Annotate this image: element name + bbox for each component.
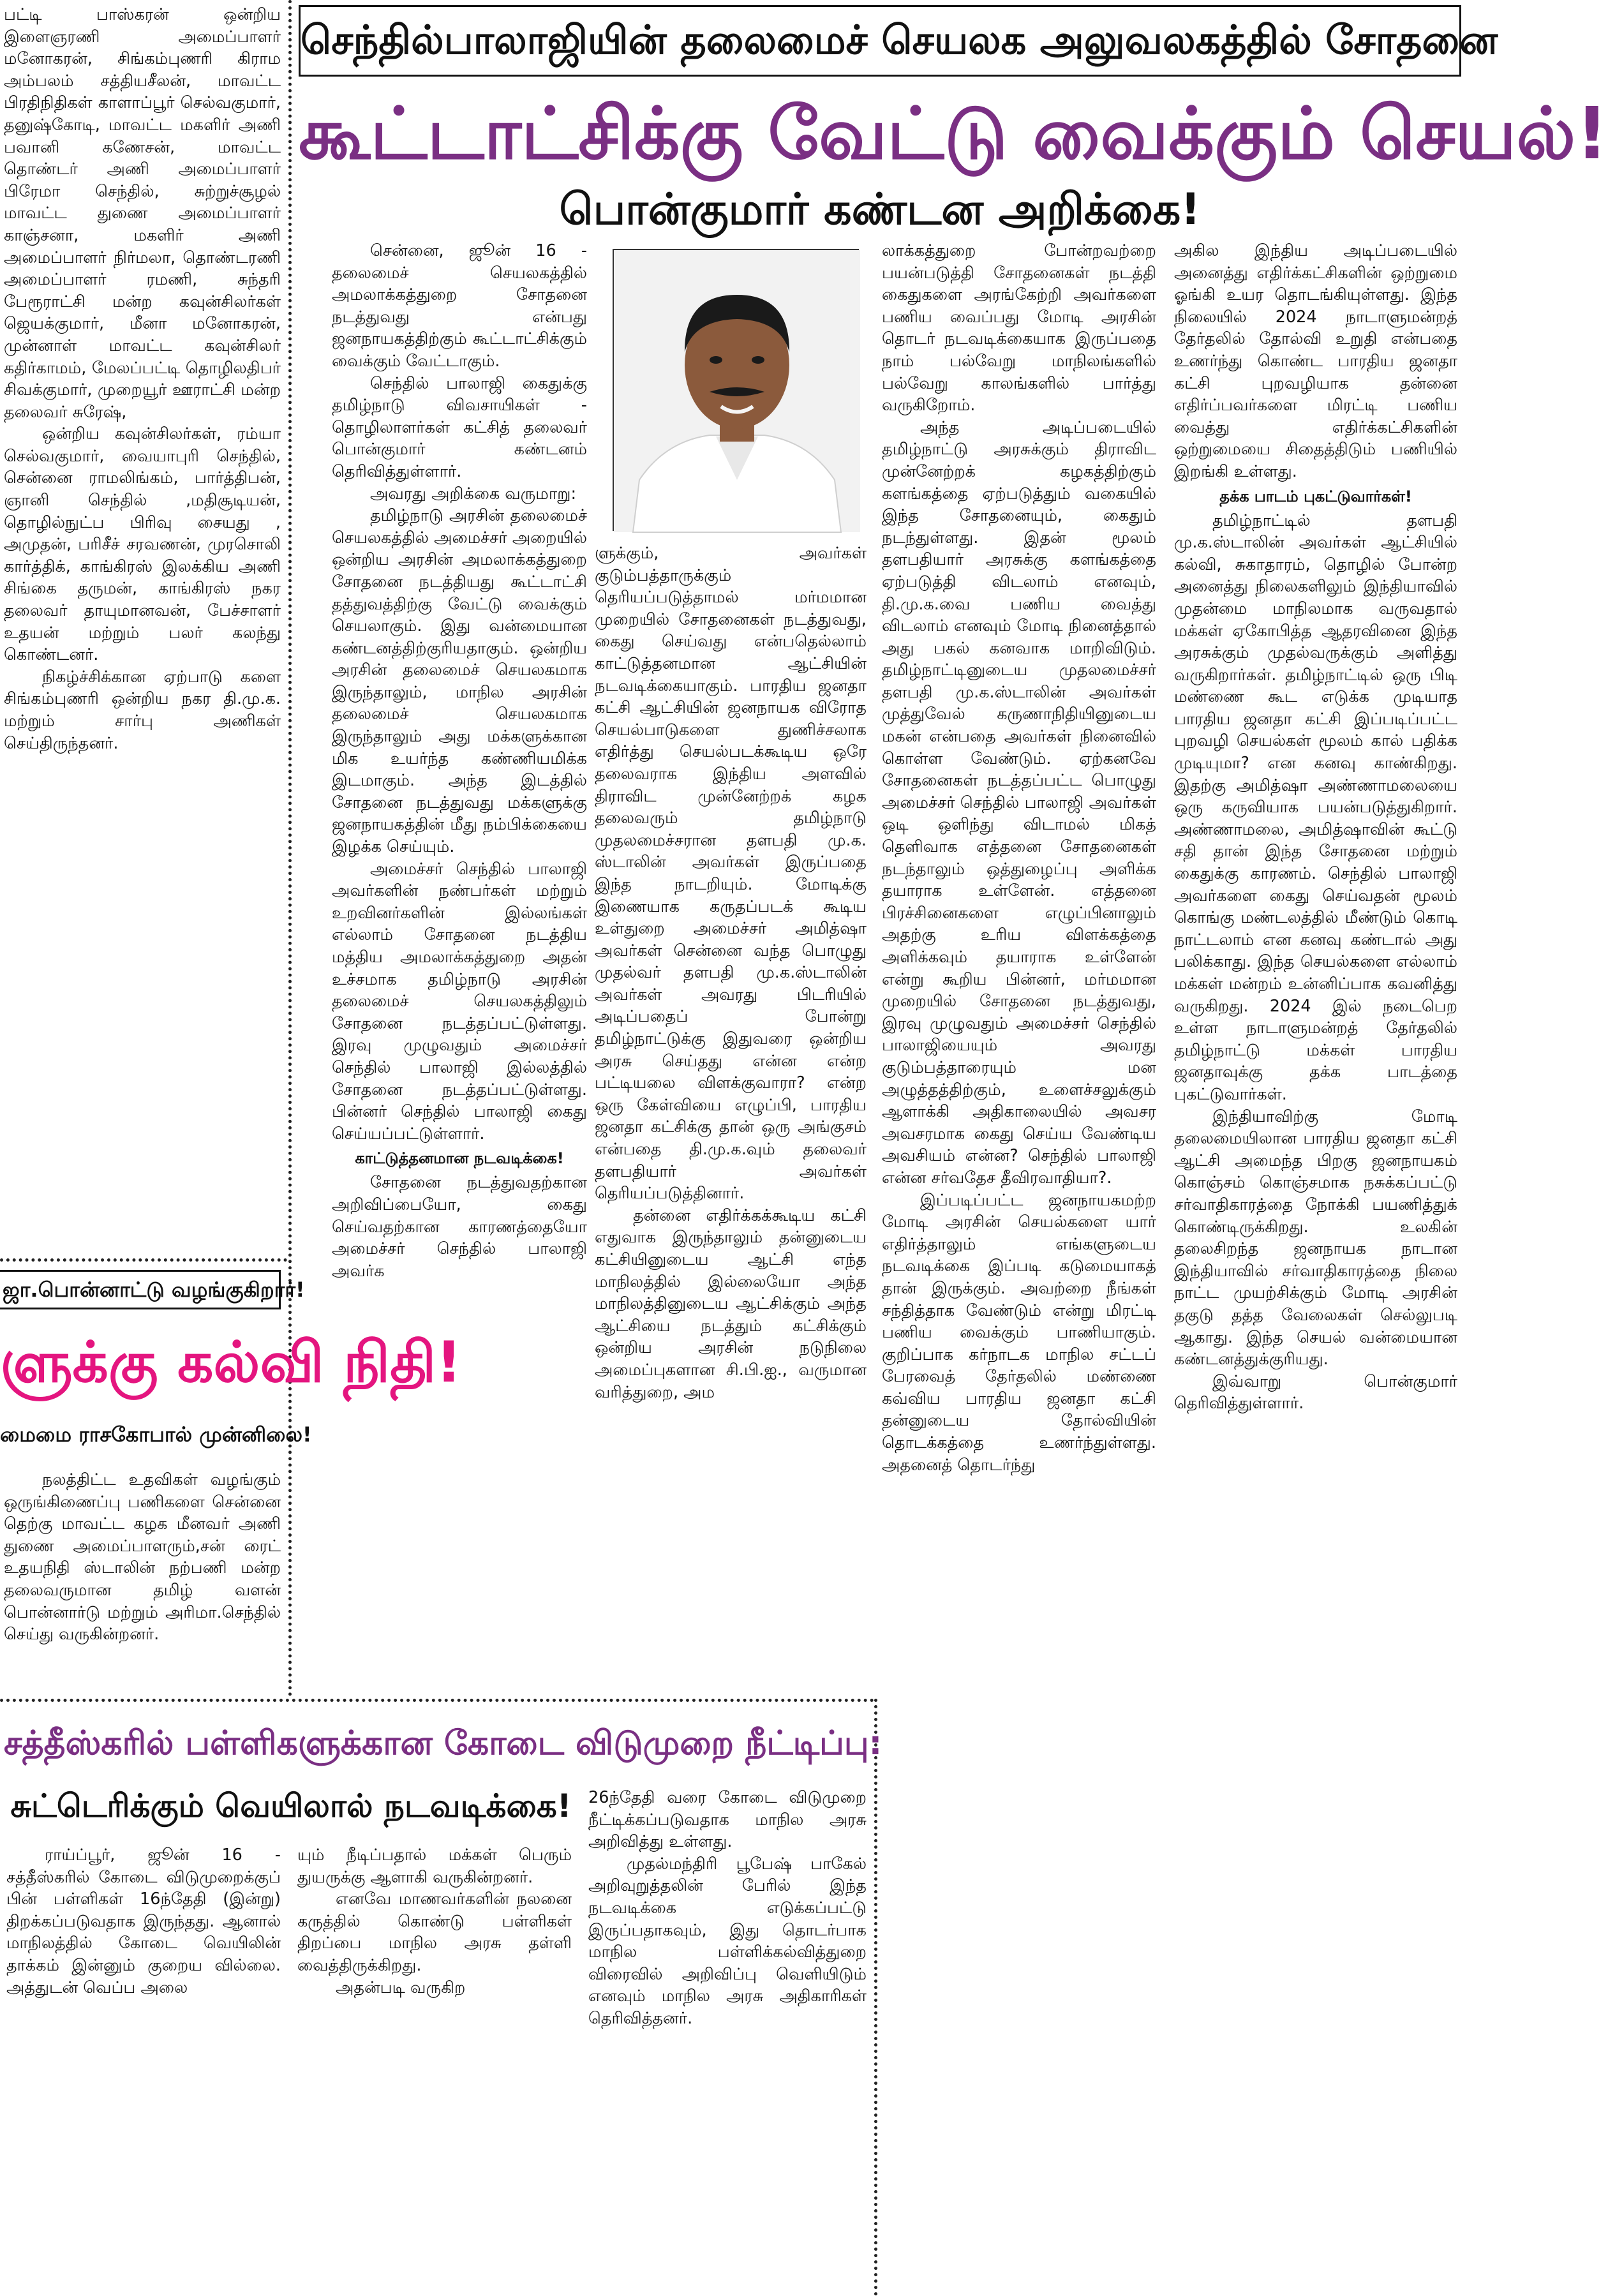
left-story2-kicker: ஜா.பொன்னாட்டு வழங்குகிறார்!: [0, 1270, 281, 1309]
main-headline: கூட்டாட்சிக்கு வேட்டு வைக்கும் செயல்!: [299, 93, 1608, 175]
bottom-paragraph: முதல்மந்திரி பூபேஷ் பாகேல் அறிவுறுத்தலின் பேரில் இந்த நடவடிக்கை எடுக்கப்பட்டு இருப்பதாகவும், இது தொடர்பாக மாநில பள்ளிக்கல்வித்துறை விரைவில் அறிவிப்பு வெளியிடும் எனவும் மாநில அரசு அதிகாரிகள் தெரிவித்தனர்.: [588, 1854, 867, 2028]
left-story2-text: [4, 1469, 281, 1680]
main-paragraph: செந்தில் பாலாஜி கைதுக்கு தமிழ்நாடு விவசாயிகள் - தொழிலாளர்கள் கட்சித் தலைவர் பொன்குமார் கண்டனம் தெரிவித்துள்ளார்.: [332, 373, 587, 481]
main-paragraph: சோதனை நடத்துவதற்கான அறிவிப்பையோ, கைது செய்வதற்கான காரணத்தையோ அமைச்சர் செந்தில் பாலாஜி அவர்க: [332, 1173, 587, 1281]
bottom-story-subheadline: சுட்டெரிக்கும் வெயிலால் நடவடிக்கை!: [10, 1787, 572, 1824]
ponkumar-portrait-photo: [613, 249, 859, 531]
main-paragraph: அந்த அடிப்படையில் தமிழ்நாட்டு அரசுக்கும் திராவிட முன்னேற்றக் கழகத்திற்கும் களங்கத்தை ஏற்படுத்தும் வகையில் இந்த சோதனையும், கைதும் நடந்துள்ளது. இதன் மூலம் தளபதியார் அரசுக்கு களங்கத்தை ஏற்படுத்தி விடலாம் எனவும், தி.மு.க.வை பணிய வைத்து விடலாம் எனவும் மோடி நினைத்தால் அது பகல் கனவாக மாறிவிடும். தமிழ்நாட்டினுடைய முதலமைச்சர் தளபதி மு.க.ஸ்டாலின் அவர்கள் முத்துவேல் கருணாநிதியினுடைய மகன் என்பதை அவர்கள் நினைவில் கொள்ள வேண்டும். ஏற்கனவே சோதனைகள் நடத்தப்பட்ட பொழுது அமைச்சர் செந்தில் பாலாஜி அவர்கள் ஒடி ஒளிந்து விடாமல் மிகத் தெளிவாக எத்தனை சோதனைகள் நடந்தாலும் ஒத்துழைப்பு அளிக்க தயாராக உள்ளேன். எத்தனை பிரச்சினைகளை எழுப்பினாலும் அதற்கு உரிய விளக்கத்தை அளிக்கவும் தயாராக உள்ளேன் என்று கூறிய பின்னர், மர்மமான முறையில் சோதனை நடத்துவது, இரவு முழுவதும் அமைச்சர் செந்தில் பாலாஜியையும் அவரது குடும்பத்தாரையும் மன அழுத்தத்திற்கும், உளைச்சலுக்கும் ஆளாக்கி அதிகாலையில் அவசர அவசரமாக கைது செய்ய வேண்டிய அவசியம் என்ன? செந்தில் பாலாஜி என்ன சர்வதேச தீவிரவாதியா?.: [882, 417, 1156, 1188]
main-paragraph: தன்னை எதிர்க்கக்கூடிய கட்சி எதுவாக இருந்தாலும் தன்னுடைய கட்சியினுடைய ஆட்சி எந்த மாநிலத்தில் இல்லையோ அந்த மாநிலத்தினுடைய ஆட்சிக்கும் அந்த ஆட்சியை நடத்தும் கட்சிக்கும் ஒன்றிய அரசின் நடுநிலை அமைப்புகளான சி.பி.ஐ., வருமான வரித்துறை, அம: [595, 1205, 867, 1402]
main-paragraph: தமிழ்நாடு அரசின் தலைமைச் செயலகத்தில் அமைச்சர் அறையில் ஒன்றிய அரசின் அமலாக்கத்துறை சோதனை நடத்தியது கூட்டாட்சி தத்துவத்திற்கு வேட்டு வைக்கும் செயலாகும். இது வன்மையான கண்டனத்திற்குரியதாகும். ஒன்றிய அரசின் தலைமைச் செயலகமாக இருந்தாலும், மாநில அரசின் தலைமைச் செயலகமாக இருந்தாலும் அது மக்களுக்கான மிக உயர்ந்த கண்ணியமிக்க இடமாகும். அந்த இடத்தில் சோதனை நடத்துவது மக்களுக்கு ஜனநாயகத்தின் மீது நம்பிக்கையை இழக்க செய்யும்.: [332, 506, 587, 857]
bottom-paragraph: ராய்ப்பூர், ஜூன் 16 - சத்தீஸ்கரில் கோடை விடுமுறைக்குப் பின் பள்ளிகள் 16ந்தேதி (இன்று) திறக்கப்படுவதாக இருந்தது. ஆனால் மாநிலத்தில் கோடை வெயிலின் தாக்கம் இன்னும் குறைய வில்லை. அத்துடன் வெப்ப அலை: [6, 1845, 281, 1997]
main-kicker: செந்தில்பாலாஜியின் தலைமைச் செயலக அலுவலகத்தில் சோதனை: [299, 5, 1461, 77]
left-story-paragraph: ஒன்றிய கவுன்சிலர்கள், ரம்யா செல்வகுமார், வையாபுரி செந்தில், சென்னை ராமலிங்கம், பார்த்திபன், ஞானி செந்தில் ,மதிசூடியன், தொழில்நுட்ப பிரிவு சையது , அமுதன், பரிசீச் சரவணன், முரசொலி கார்த்திக், காங்கிரஸ் இலக்கிய அணி சிங்கை தருமன், காங்கிரஸ் நகர தலைவர் தாயுமானவன், பேச்சாளர் உதயன் மற்றும் பலர் கலந்து கொண்டனர்.: [4, 424, 281, 665]
main-subheadline: பொன்குமார் கண்டன அறிக்கை!: [559, 184, 1201, 235]
section-divider: [0, 1699, 874, 1702]
main-paragraph: அவரது அறிக்கை வருமாறு:: [370, 484, 577, 503]
main-col1-subhead: காட்டுத்தனமான நடவடிக்கை!: [355, 1149, 564, 1168]
section-divider: [0, 1258, 287, 1262]
main-paragraph: இவ்வாறு பொன்குமார் தெரிவித்துள்ளார்.: [1174, 1371, 1457, 1413]
main-column-2: [595, 542, 867, 1997]
portrait-illustration: [614, 250, 860, 532]
bottom-paragraph: எனவே மாணவர்களின் நலனை கருத்தில் கொண்டு பள்ளிகள் திறப்பை மாநில அரசு தள்ளி வைத்திருக்கிறது.: [297, 1890, 572, 1975]
main-column-3: [882, 240, 1156, 2288]
main-paragraph: சென்னை, ஜூன் 16 - தலைமைச் செயலகத்தில் அமலாக்கத்துறை சோதனை நடத்துவது என்பது ஜனநாயகத்திற்கும் கூட்டாட்சிக்கும் வைக்கும் வேட்டாகும்.: [332, 241, 587, 371]
bottom-column-1: [6, 1844, 281, 2291]
bottom-column-2: [297, 1844, 572, 2291]
main-paragraph: அமைச்சர் செந்தில் பாலாஜி அவர்களின் நண்பர்கள் மற்றும் உறவினர்களின் இல்லங்கள் எல்லாம் சோதனை நடத்திய மத்திய அமலாக்கத்துறை அதன் உச்சமாக தமிழ்நாடு அரசின் தலைமைச் செயலகத்திலும் சோதனை நடத்தப்பட்டுள்ளது. இரவு முழுவதும் அமைச்சர் செந்தில் பாலாஜி இல்லத்தில் சோதனை நடத்தப்பட்டுள்ளது. பின்னர் செந்தில் பாலாஜி கைது செய்யப்பட்டுள்ளார்.: [332, 859, 587, 1144]
main-column-4: [1174, 240, 1457, 2288]
left-story2-subheadline: மைமை ராசகோபால் முன்னிலை!: [0, 1422, 312, 1447]
bottom-paragraph: 26ந்தேதி வரை கோடை விடுமுறை நீட்டிக்கப்படுவதாக மாநில அரசு அறிவித்து உள்ளது.: [588, 1788, 867, 1852]
main-paragraph: லாக்கத்துறை போன்றவற்றை பயன்படுத்தி சோதனைகள் நடத்தி கைதுகளை அரங்கேற்றி அவர்களை பணிய வைப்பது மோடி அரசின் தொடர் நடவடிக்கையாக இருப்பதை நாம் பல்வேறு மாநிலங்களில் பல்வேறு காலங்களில் பார்த்து வருகிறோம்.: [882, 241, 1156, 415]
bottom-paragraph: யும் நீடிப்பதால் மக்கள் பெரும் துயருக்கு ஆளாகி வருகின்றனர்.: [297, 1845, 572, 1887]
main-paragraph: அகில இந்திய அடிப்படையில் அனைத்து எதிர்க்கட்சிகளின் ஒற்றுமை ஓங்கி உயர தொடங்கியுள்ளது. இந்த நிலையில் 2024 நாடாளுமன்றத் தேர்தலில் தோல்வி உறுதி என்பதை உணர்ந்து கொண்ட பாரதிய ஜனதா கட்சி புறவழியாக தன்னை எதிர்ப்பவர்களை மிரட்டி பணிய வைத்து எதிர்க்கட்சிகளின் ஒற்றுமையை சிதைத்திடும் பணியில் இறங்கி உள்ளது.: [1174, 241, 1457, 481]
left-story2-headline: ளுக்கு கல்வி நிதி!: [0, 1329, 462, 1395]
main-paragraph: இந்தியாவிற்கு மோடி தலைமையிலான பாரதிய ஜனதா கட்சி ஆட்சி அமைந்த பிறகு ஜனநாயகம் கொஞ்சம் கொஞ்சமாக நசுக்கப்பட்டு சர்வாதிகாரத்தை நோக்கி பயணித்துக் கொண்டிருக்கிறது. உலகின் தலைசிறந்த ஜனநாயக நாடான இந்தியாவில் சர்வாதிகாரத்தை நிலை நாட்ட முயற்சிக்கும் மோடி அரசின் தகுடு தத்த வேலைகள் செல்லுபடி ஆகாது. இந்த செயல் வன்மையான கண்டனத்துக்குரியது.: [1174, 1107, 1457, 1369]
main-paragraph: தமிழ்நாட்டில் தளபதி மு.க.ஸ்டாலின் அவர்கள் ஆட்சியில் கல்வி, சுகாதாரம், தொழில் போன்ற அனைத்து நிலைகளிலும் இந்தியாவில் முதன்மை மாநிலமாக வருவதால் மக்கள் ஏகோபித்த ஆதரவினை இந்த அரசுக்கும் முதல்வருக்கும் அளித்து வருகிறார்கள். தமிழ்நாட்டில் ஒரு பிடி மண்ணை கூட எடுக்க முடியாத பாரதிய ஜனதா கட்சி இப்படிப்பட்ட புறவழி செயல்கள் மூலம் கால் பதிக்க முடியுமா? என கனவு காண்கிறது. இதற்கு அமித்ஷா அண்ணாமலையை ஒரு கருவியாக பயன்படுத்துகிறார். அண்ணாமலை, அமித்ஷாவின் கூட்டு சதி தான் இந்த சோதனை மற்றும் கைதுக்கு காரணம். செந்தில் பாலாஜி அவர்களை கைது செய்வதன் மூலம் கொங்கு மண்டலத்தில் மீண்டும் கொடி நாட்டலாம் என கனவு கண்டால் அது பலிக்காது. இந்த செயல்களை எல்லாம் மக்கள் மன்றம் உன்னிப்பாக கவனித்து வருகிறது. 2024 இல் நடைபெற உள்ள நாடாளுமன்றத் தேர்தலில் தமிழ்நாட்டு மக்கள் பாரதிய ஜனதாவுக்கு தக்க பாடத்தை புகட்டுவார்கள்.: [1174, 511, 1457, 1104]
main-col4-subhead: தக்க பாடம் புகட்டுவார்கள்!: [1219, 487, 1412, 505]
left-story-paragraph: நிகழ்ச்சிக்கான ஏற்பாடு களை சிங்கம்புணரி ஒன்றிய நகர தி.மு.க. மற்றும் சார்பு அணிகள் செய்திருந்தனர்.: [4, 667, 281, 753]
main-paragraph: இப்படிப்பட்ட ஜனநாயகமற்ற மோடி அரசின் செயல்களை யார் எதிர்த்தாலும் எங்களுடைய நடவடிக்கை இப்படி கடுமையாகத் தான் இருக்கும். அவற்றை நீங்கள் சந்தித்தாக வேண்டும் என்று மிரட்டி பணிய வைக்கும் பாணியாகும். குறிப்பாக கர்நாடக மாநில சட்டப் பேரவைத் தேர்தலில் மண்ணை கவ்விய பாரதிய ஜனதா கட்சி தன்னுடைய தோல்வியின் தொடக்கத்தை உணர்ந்துள்ளது. அதனைத் தொடர்ந்து: [882, 1190, 1156, 1475]
left-story-paragraph: பட்டி பாஸ்கரன் ஒன்றிய இளைஞரணி அமைப்பாளர் மனோகரன், சிங்கம்புணரி கிராம அம்பலம் சத்தியசீலன், மாவட்ட பிரதிநிதிகள் காளாப்பூர் செல்வகுமார், தனுஷ்கோடி, மாவட்ட மகளிர் அணி பவானி கணேசன், மாவட்ட தொண்டர் அணி அமைப்பாளர் பிரேமா செந்தில், சுற்றுச்சூழல் மாவட்ட துணை அமைப்பாளர் காஞ்சனா, மகளிர் அணி அமைப்பாளர் நிர்மலா, தொண்டரணி அமைப்பாளர் ரமணி, சுந்தரி பேரூராட்சி மன்ற கவுன்சிலர்கள் ஜெயக்குமார், மீனா மனோகரன், முன்னாள் மாவட்ட கவுன்சிலர் கதிர்காமம், மேலப்பட்டி தொழிலதிபர் சிவக்குமார், முறையூர் ஊராட்சி மன்ற தலைவர் சுரேஷ்,: [4, 5, 281, 422]
bottom-paragraph: அதன்படி வருகிற: [336, 1978, 466, 1997]
main-paragraph: ளுக்கும், அவர்கள் குடும்பத்தாருக்கும் தெரியப்படுத்தாமல் மர்மமான முறையில் சோதனைகள் நடத்துவது, கைது செய்வது என்பதெல்லாம் காட்டுத்தனமான ஆட்சியின் நடவடிக்கையாகும். பாரதிய ஜனதா கட்சி ஆட்சியின் ஜனநாயக விரோத செயல்பாடுகளை துணிச்சலாக எதிர்த்து செயல்படக்கூடிய ஒரே தலைவராக இந்திய அளவில் திராவிட முன்னேற்றக் கழக தலைவரும் தமிழ்நாடு முதலமைச்சரான தளபதி மு.க. ஸ்டாலின் அவர்கள் இருப்பதை இந்த நாடறியும். மோடிக்கு இணையாக கருதப்படக் கூடிய உள்துறை அமைச்சர் அமித்ஷா அவர்கள் சென்னை வந்த பொழுது முதல்வர் தளபதி மு.க.ஸ்டாலின் அவர்கள் அவரது பிடரியில் அடிப்பதைப் போன்று தமிழ்நாட்டுக்கு இதுவரை ஒன்றிய அரசு செய்தது என்ன என்ற பட்டியலை விளக்குவாரா? என்ற ஒரு கேள்வியை எழுப்பி, பாரதிய ஜனதா கட்சிக்கு தான் ஒரு அங்குசம் என்பதை தி.மு.க.வும் தலைவர் தளபதியார் அவர்கள் தெரியப்படுத்தினார்.: [595, 544, 867, 1204]
main-column-1: [332, 240, 587, 1609]
bottom-column-3: [588, 1787, 867, 2291]
bottom-story-headline: சத்தீஸ்கரில் பள்ளிகளுக்கான கோடை விடுமுறை நீட்டிப்பு:: [4, 1724, 882, 1763]
column-divider: [874, 1699, 877, 2296]
left-story2-paragraph: நலத்திட்ட உதவிகள் வழங்கும் ஒருங்கிணைப்பு பணிகளை சென்னை தெற்கு மாவட்ட கழக மீனவர் அணி துணை அமைப்பாளரும்,சன் ரைட் உதயநிதி ஸ்டாலின் நற்பணி மன்ற தலைவருமான தமிழ் வளன் பொன்னார்டு மற்றும் அரிமா.செந்தில் செய்து வருகின்றனர்.: [4, 1470, 281, 1644]
left-story-text: [4, 4, 281, 1242]
